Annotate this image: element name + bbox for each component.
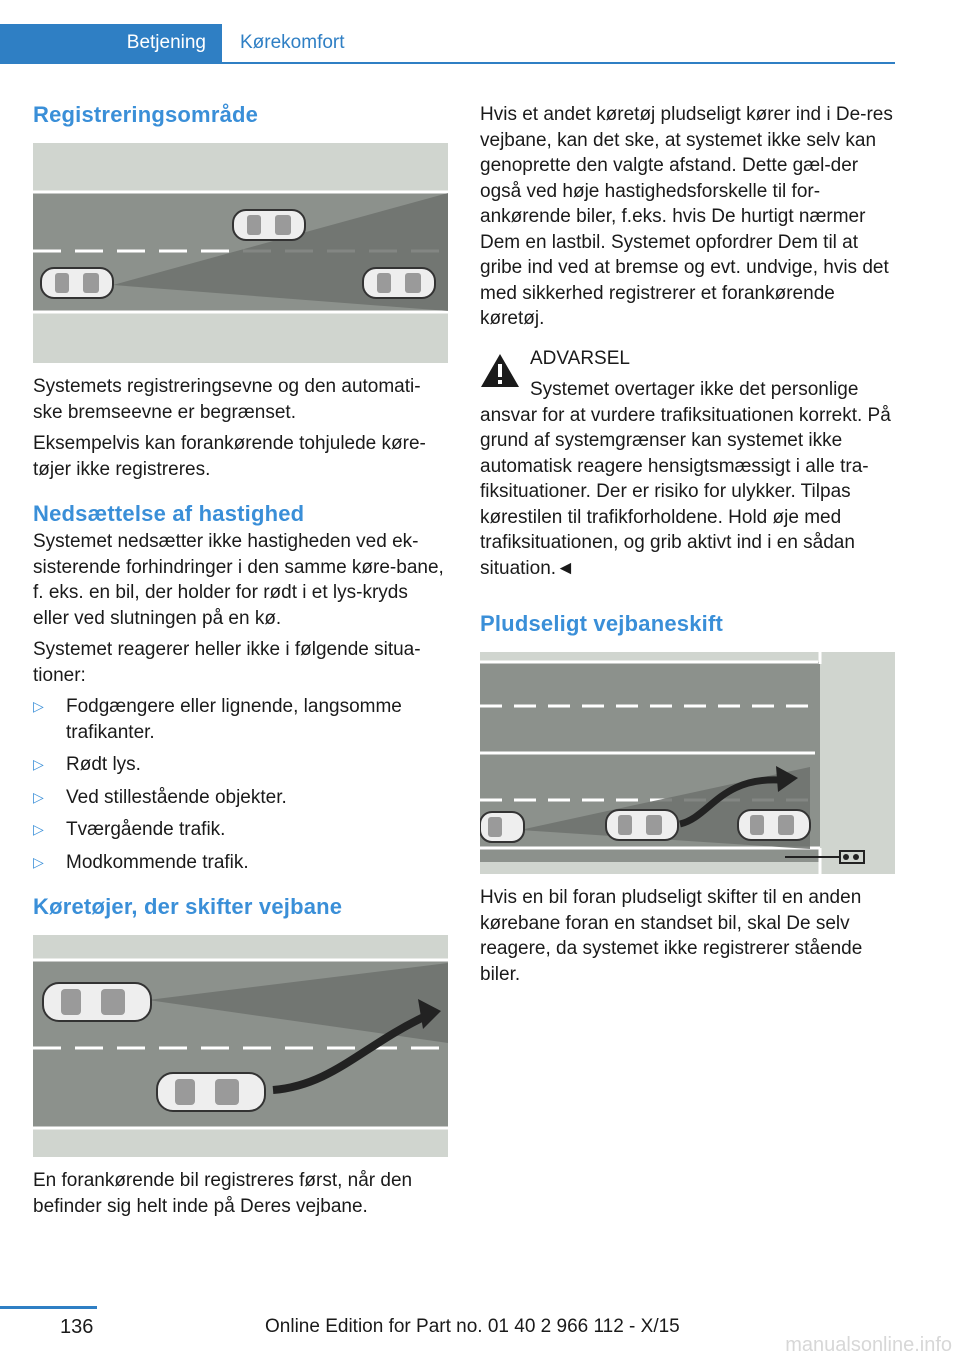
warning-title: ADVARSEL [530,347,630,369]
left-column [33,100,448,1219]
heading-nedsaettelse: Nedsættelse af hastighed [33,501,305,526]
page-number: 136 [60,1316,94,1338]
warning-block [480,346,895,582]
list-item: ▷ Tværgående trafik. [33,817,448,843]
right-column [480,100,895,987]
situations-list [33,694,448,875]
paragraph: Eksempelvis kan forankørende tohjulede køre-tøjer ikke registreres. [33,433,426,480]
tab-korekomfort[interactable]: Kørekomfort [240,32,345,53]
header-tabs [0,24,895,64]
footer-divider [0,1306,97,1309]
watermark: manualsonline.info [785,1334,952,1356]
heading-registreringsomraade: Registreringsområde [33,102,259,127]
figure-lane-change [33,935,448,1157]
paragraph: Systemet reagerer heller ikke i følgende situa-tioner: [33,639,421,686]
paragraph: Hvis et andet køretøj pludseligt kører ind i De-res vejbane, kan det ske, at systemet ikke selv kan genoprette den valgte afstand. Dette gæl-der også ved høje hastighedsforskelle til for-ankørende biler, f.eks. hvis De hurtigt nærmer Dem en lastbil. Systemet opfordrer Dem til at gribe ind ved at bremse og evt. undvige, hvis det med sikkerhed registrerer et forankørende køretøj. [480,104,893,329]
triangle-bullet-icon: ▷ [33,756,44,772]
triangle-bullet-icon: ▷ [33,853,44,870]
paragraph: Systemets registreringsevne og den automati-ske bremseevne er begrænset. [33,376,421,423]
list-item: ▷ Modkommende trafik. [33,850,448,876]
paragraph: Hvis en bil foran pludseligt skifter til en anden kørebane foran en standset bil, skal De selv reagere, da systemet ikke registrerer stående biler. [480,887,863,985]
triangle-bullet-icon: ▷ [33,821,44,837]
paragraph: En forankørende bil registreres først, når den befinder sig helt inde på Deres vejbane. [33,1170,413,1217]
tab-betjening[interactable]: Betjening [0,24,222,62]
heading-koeretoejer: Køretøjer, der skifter vejbane [33,894,343,919]
figure-detection-range [33,143,448,363]
paragraph: Systemet nedsætter ikke hastigheden ved ek-sisterende forhindringer i den samme køre-bane, f. eks. en bil, der holder for rødt i et lys-kryds eller ved slutningen på en kø. [33,531,444,629]
figure-sudden-lane-change [480,652,895,874]
triangle-bullet-icon: ▷ [33,788,44,805]
warning-text: Systemet overtager ikke det personlige ansvar for at vurdere trafiksituationen korrekt. På grund af systemgrænser kan systemet ikke automatisk reagere hensigtsmæssigt i alle tra-fiksituationer. Der er risiko for ulykker. Tilpas kørestilen til trafikforholdene. Hold øje med trafiksituationen, og grib aktivt ind i en sådan situation.◄ [480,379,891,579]
triangle-bullet-icon: ▷ [33,698,44,714]
edition-text: Online Edition for Part no. 01 40 2 966 112 - X/15 [265,1316,680,1337]
list-item: ▷ Rødt lys. [33,752,448,778]
warning-triangle-icon [480,352,520,388]
heading-pludseligt: Pludseligt vejbaneskift [480,611,724,636]
list-item: ▷ Fodgængere eller lignende, langsomme trafikanter. [33,696,402,743]
list-item: ▷ Ved stillestående objekter. [33,785,448,811]
